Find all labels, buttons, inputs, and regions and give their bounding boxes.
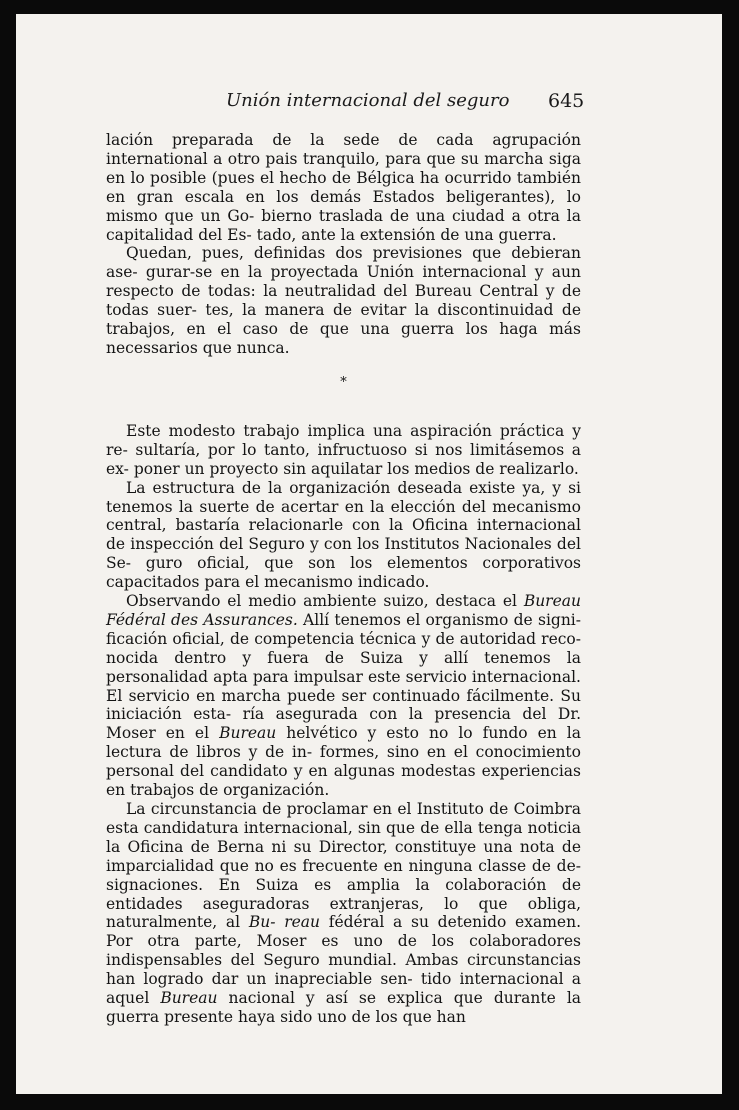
body-text	[106, 131, 581, 1027]
text-line: para el mecanismo indicado.	[204, 573, 430, 592]
text-line: apta para impulsar este servicio internacional. El servicio en	[106, 667, 581, 705]
text-line: ría asegurada con la presencia del Dr. Moser en el	[106, 705, 581, 743]
page-number: 645	[548, 90, 585, 112]
text-line: que durante la guerra presente haya sido uno de los que han	[106, 989, 582, 1026]
text-line: a otro pais tranquilo, para que su marcha siga en lo posible	[106, 149, 581, 187]
text-line: helvético y esto no lo fundo en la lectura de libros y de in-	[106, 724, 581, 762]
text-line: formes, sino en el conocimiento personal del candidato y en	[106, 743, 581, 781]
text-line: sultaría, por lo tanto, infructuoso si nos limitásemos a ex-	[106, 440, 582, 478]
text-line: algunas modestas experiencias en trabajos de organización.	[106, 762, 581, 800]
text-line: de todas: la neutralidad del Bureau Central y de todas suer-	[106, 282, 582, 320]
text-line: central, bastaría relacionarle con la Oficina internacional de	[106, 516, 581, 554]
text-line: esta candidatura internacional, sin que de ella tenga noticia	[106, 818, 581, 837]
text-line: imparcialidad que no es frecuente en ninguna classe de de-	[106, 856, 581, 875]
italic-term: Bureau	[219, 724, 277, 743]
paragraph	[106, 131, 581, 244]
italic-term: reau	[284, 913, 321, 932]
text-line: La circunstancia de proclamar en el Instituto de Coimbra	[126, 800, 581, 818]
text-line: la Oficina de Berna ni su Director, constituye una nota de	[106, 837, 581, 856]
document-page	[16, 14, 722, 1094]
paragraph	[106, 422, 581, 479]
text-line: aseguradoras extranjeras, lo que obliga, naturalmente, al	[106, 894, 581, 932]
paragraph	[106, 244, 581, 357]
text-line: Quedan, pues, definidas dos previsiones que debieran ase-	[106, 244, 581, 282]
italic-term: Bureau	[160, 989, 218, 1008]
text-line: fédéral a su detenido examen. Por otra parte, Moser es	[106, 913, 581, 951]
running-title: Unión internacional del seguro	[226, 90, 510, 111]
text-line: (pues el hecho de Bélgica ha ocurrido también en gran escala	[106, 168, 581, 206]
text-line: Observando el medio ambiente suizo, destaca el	[126, 592, 524, 611]
text-line: poner un proyecto sin aquilatar los medios de realizarlo.	[133, 459, 579, 478]
text-line: Allí tenemos el organismo de signi-	[297, 610, 581, 629]
paragraph	[106, 479, 581, 592]
text-line: tido internacional a aquel	[106, 970, 581, 1008]
text-line: guro oficial, que son los elementos corporativos capacitados	[106, 554, 581, 592]
text-line: marcha puede ser continuado fácilmente. Su iniciación esta-	[106, 686, 581, 724]
text-line: gurar-se en la proyectada Unión internacional y aun respecto	[106, 263, 582, 301]
text-line: inspección del Seguro y con los Institutos Nacionales del Se-	[106, 535, 581, 573]
page-header	[16, 90, 722, 120]
text-line: ficación oficial, de competencia técnica y de autoridad reco-	[106, 629, 581, 648]
text-line: Ambas circunstancias han logrado dar un inapreciable sen-	[106, 951, 581, 989]
italic-term: Bu-	[248, 913, 276, 932]
text-line: caso de que una guerra los haga más necessarios que nunca.	[106, 320, 582, 357]
text-line: lación preparada de la sede de cada agrupación international	[106, 131, 581, 168]
text-line: nocida dentro y fuera de Suiza y allí tenemos la personalidad	[106, 648, 581, 686]
text-line: tes, la manera de evitar la discontinuidad de trabajos, en el	[106, 301, 581, 339]
section-separator: *	[340, 374, 347, 390]
text-line: en los demás Estados beligerantes), lo mismo que un Go-	[106, 187, 581, 225]
text-line: nacional y así se explica	[217, 989, 443, 1008]
paragraph	[106, 592, 581, 800]
text-line: Este modesto trabajo implica una aspiración práctica y re-	[106, 421, 581, 459]
text-line: La estructura de la organización deseada existe ya, y si	[126, 478, 581, 497]
italic-term: Fédéral des Assurances.	[106, 610, 298, 629]
text-line: signaciones. En Suiza es amplia la colaboración de entidades	[106, 875, 581, 913]
text-line: uno de los colaboradores indispensables del Seguro mundial.	[106, 932, 581, 970]
text-line: tenemos la suerte de acertar en la elección del mecanismo	[106, 497, 581, 516]
text-line: tado, ante la extensión de una guerra.	[256, 225, 557, 244]
paragraph	[106, 800, 581, 1027]
text-line: bierno traslada de una ciudad a otra la capitalidad del Es-	[106, 206, 581, 244]
italic-term: Bureau	[523, 592, 581, 611]
